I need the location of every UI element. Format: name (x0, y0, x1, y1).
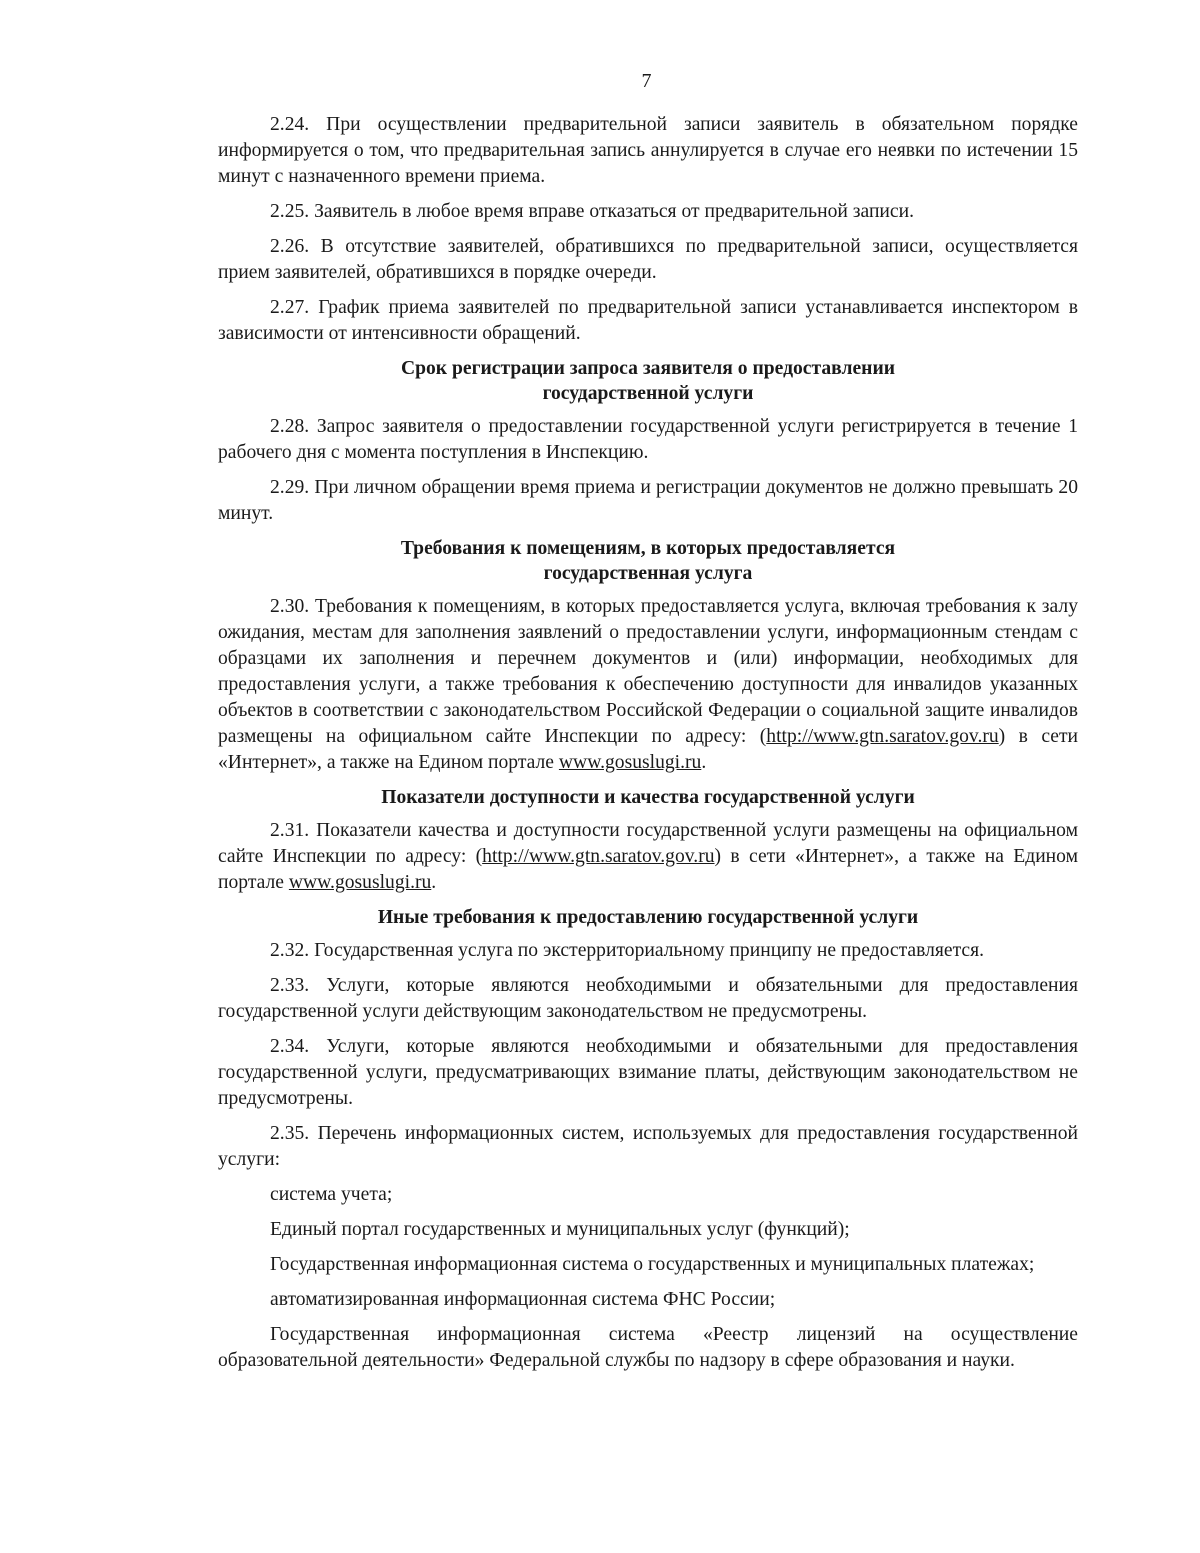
page-number: 7 (641, 70, 652, 92)
paragraph-text: . (431, 872, 437, 893)
portal-link[interactable]: www.gosuslugi.ru (558, 752, 702, 773)
paragraph (218, 818, 1078, 896)
paragraph (218, 973, 1078, 1025)
section-heading-line: государственной услуги (542, 383, 754, 404)
website-link[interactable]: http://www.gtn.saratov.gov.ru (482, 846, 715, 867)
website-link[interactable]: http://www.gtn.saratov.gov.ru (766, 726, 999, 747)
paragraph (218, 295, 1078, 347)
paragraph (218, 1034, 1078, 1112)
paragraph (218, 1182, 1078, 1208)
paragraph (218, 1252, 1078, 1278)
section-heading-line: государственная услуга (543, 563, 753, 584)
paragraph-text: 2.30. Требования к помещениям, в которых предоставляется услуга, включая требования к залу ожидания, местам для заполнения заявлений о предоставлении услуги, информационным стендам с образцами их заполнения и перечнем документов и (или) информации, необходимых для предоставления услуги, а также требования к обеспечению доступности для инвалидов указанных объектов в соответствии с законодательством Российской Федерации о социальной защите инвалидов размещены на официальном сайте Инспекции по адресу: ( (218, 596, 1078, 747)
paragraph-text: Государственная информационная система «Реестр лицензий на осуществление образовательной деятельности» Федеральной службы по надзору в сфере образования и науки. (218, 1324, 1078, 1371)
paragraph-text: Государственная информационная система о государственных и муниципальных платежах; (270, 1254, 1035, 1275)
document-body (218, 112, 1078, 1383)
section-heading-line: Показатели доступности и качества государственной услуги (381, 787, 915, 808)
section-heading (218, 905, 1078, 930)
paragraph (218, 1287, 1078, 1313)
paragraph (218, 1121, 1078, 1173)
paragraph-text: 2.27. График приема заявителей по предварительной записи устанавливается инспектором в зависимости от интенсивности обращений. (218, 297, 1078, 344)
section-heading-line: Иные требования к предоставлению государственной услуги (377, 907, 919, 928)
paragraph-text: автоматизированная информационная система ФНС России; (270, 1289, 776, 1310)
paragraph-text: 2.31. Показатели качества и доступности государственной услуги размещены на официальном сайте Инспекции по адресу: ( (218, 820, 1078, 867)
paragraph-text: ) в сети «Интернет», а также на Едином портале (218, 846, 1078, 893)
paragraph (218, 1322, 1078, 1374)
paragraph (218, 112, 1078, 190)
paragraph (218, 1217, 1078, 1243)
section-heading-line: Срок регистрации запроса заявителя о предоставлении (400, 358, 896, 379)
portal-link[interactable]: www.gosuslugi.ru (288, 872, 432, 893)
paragraph (218, 199, 1078, 225)
paragraph-text: . (701, 752, 707, 773)
paragraph (218, 938, 1078, 964)
paragraph (218, 414, 1078, 466)
paragraph-text: 2.33. Услуги, которые являются необходимыми и обязательными для предоставления государственной услуги действующим законодательством не предусмотрены. (218, 975, 1078, 1022)
paragraph-text: 2.28. Запрос заявителя о предоставлении государственной услуги регистрируется в течение 1 рабочего дня с момента поступления в Инспекцию. (218, 416, 1078, 463)
paragraph-text: 2.32. Государственная услуга по экстерриториальному принципу не предоставляется. (270, 940, 984, 961)
paragraph-text: 2.29. При личном обращении время приема и регистрации документов не должно превышать 20 минут. (218, 477, 1078, 524)
section-heading (218, 785, 1078, 810)
paragraph-text: 2.35. Перечень информационных систем, используемых для предоставления государственной услуги: (218, 1123, 1078, 1170)
paragraph-text: 2.26. В отсутствие заявителей, обратившихся по предварительной записи, осуществляется прием заявителей, обратившихся в порядке очереди. (218, 236, 1078, 283)
section-heading (218, 356, 1078, 406)
paragraph-text: Единый портал государственных и муниципальных услуг (функций); (270, 1219, 850, 1240)
paragraph-text: 2.24. При осуществлении предварительной записи заявитель в обязательном порядке информируется о том, что предварительная запись аннулируется в случае его неявки по истечении 15 минут с назначенного времени приема. (218, 114, 1078, 187)
paragraph-text: ) в сети «Интернет», а также на Едином портале (218, 726, 1078, 773)
section-heading (218, 536, 1078, 586)
paragraph (218, 234, 1078, 286)
paragraph-text: 2.25. Заявитель в любое время вправе отказаться от предварительной записи. (270, 201, 914, 222)
paragraph-text: 2.34. Услуги, которые являются необходимыми и обязательными для предоставления государственной услуги, предусматривающих взимание платы, действующим законодательством не предусмотрены. (218, 1036, 1078, 1109)
section-heading-line: Требования к помещениям, в которых предоставляется (400, 538, 896, 559)
paragraph (218, 475, 1078, 527)
paragraph-text: система учета; (270, 1184, 393, 1205)
paragraph (218, 594, 1078, 776)
